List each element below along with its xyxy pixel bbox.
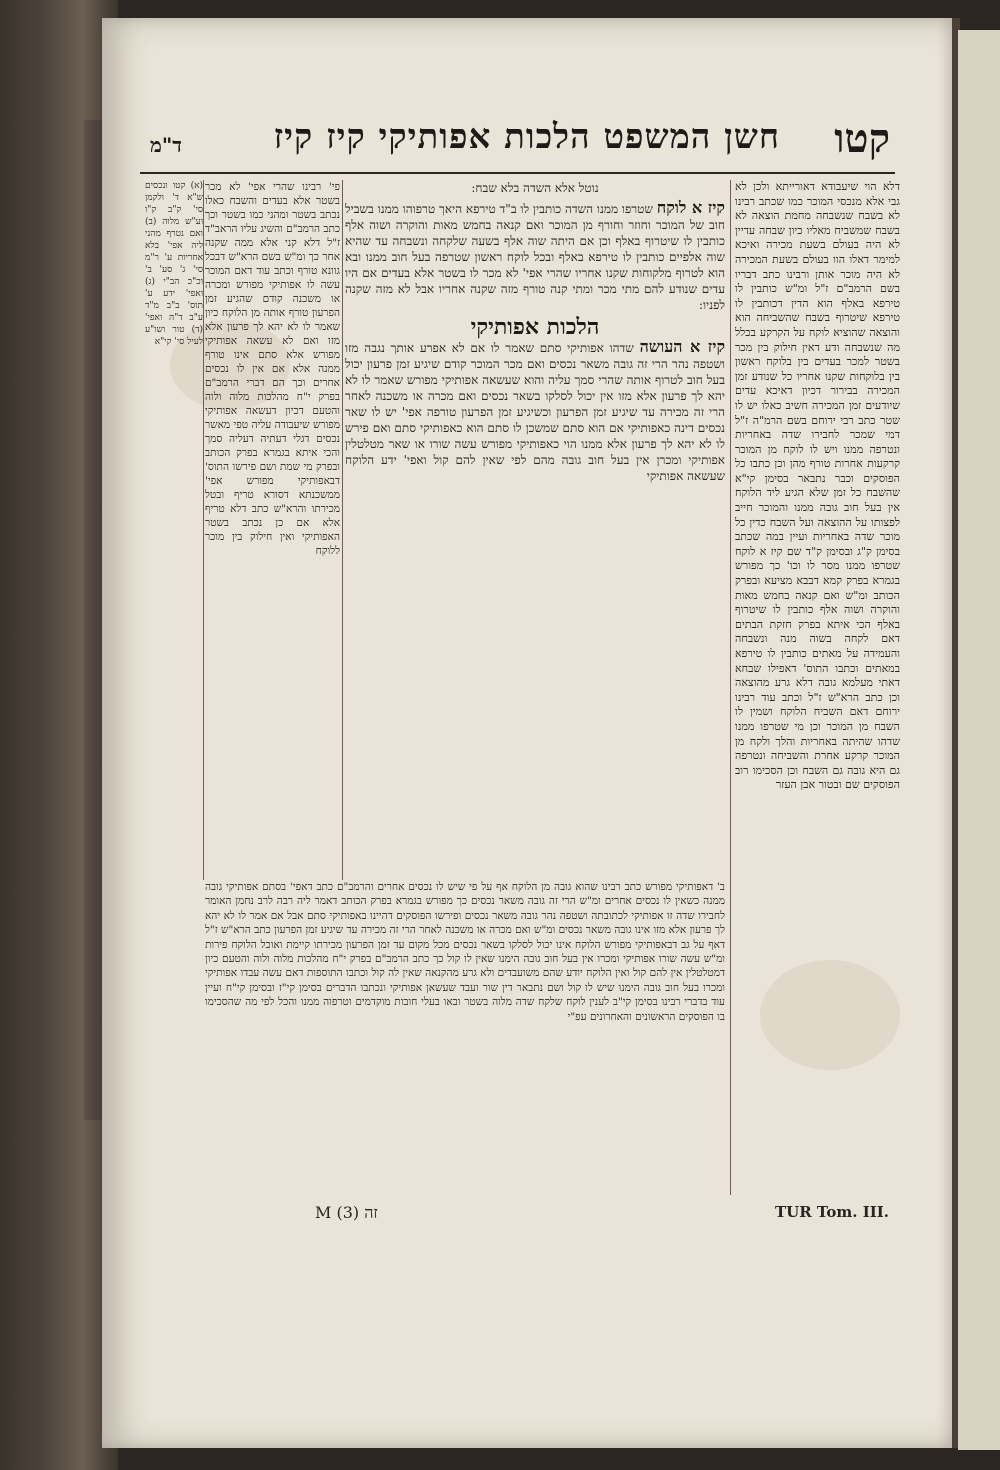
book-label: TUR Tom. III. <box>775 1203 889 1221</box>
column-divider <box>342 180 343 880</box>
siman-lead: קיז א העושה <box>639 337 725 356</box>
margin-notes: (א) קטו ונכסים ש"א ד' ולקמן סי' ק"ב ק"ו וע"ש מלוה (ב) ואם נטרף מהני ליה אפי' בלא אחריות ע' ר"מ סי' ג' סע' ב' וכ"כ הב"י (ג) ואפי' ידע ע' תוס' ב"ב מ"ד ע"ב ד"ה ואפי' (ד) טור ושו"ע לעיל סי' קי"א <box>145 181 203 347</box>
running-title: חשן המשפט הלכות אפותיקי קיז קיז <box>273 117 780 157</box>
paragraph-text: שדהו אפותיקי סתם שאמר לו אם לא אפרע אותך נגבה מזו ושטפה נהר הרי זה גובה משאר נכסים ואם מכר המוכר קודם שיגיע זמן פרעון יכול בעל חוב לטרוף אותה שהרי סמך עליה והוא שעשאה אפותיקי מפורש שאמר לו לא יהא לך פרעון אלא מזו אין יכול לסלקו בשאר נכסים ואם מכרה או משכנה לאחר הרי זה מכירה עד שיגיע זמן הפרעון וכשיגיע זמן הפרעון טורפה אפי' יש לו שאר נכסים דינה כאפותיקי אם הוא סתם שמשכן לו סתם הוא כאפותיקי סתם ואם פירש לו לא יהא לך פרעון אלא ממנו הוי כאפותיקי מפורש עשה שורו או שאר מטלטלין אפותיקי ומכרן אין בעל חוב גובה מהם לפי שאין להם קול ואפי' ידע הלוקח שעשאה אפותיקי <box>345 341 725 483</box>
opening-line: נוטל אלא השדה בלא שבח: <box>471 181 599 195</box>
commentary-right-column: דלא הוי שיעבודא דאורייתא ולכן לא גבי אלא מנכסי המוכר כמו שכתב רבינו לא בשבח שנשבחה מחמת הוצאה לא בשבח שמשביח מאליו כיון שבחה עדיין לא היה בעולם בשעת מכירה ואיכא למימר דאלו הוו בעולם בשעת המכירה לא היה מוכר אותן ורבינו כתב דבריו בשם הרמב"ם ז"ל ומ"ש כותבין לו טירפא באלף הוא הדין דכותבין לו טירפא שיטרוף בשבח שהשביחה הוא והוצאה שהוציא לוקח על הקרקע בכלל מה שנשבחה ודע דאין חילוק בין מכר בשטר למכר בעדים בין בלוקח ראשון בין בלוקחות שקנו אחריו כל שנודע זמן המכירה בבירור דכיון דאיכא עדים שיודעים זמן המכירה חשיב כאלו יש לו שטר כתב רבי ירוחם בשם הרמ"ה ז"ל דמי שמכר לחבירו שדה באחריות ונטרפה ממנו ויש לו לוקח מן המוכר קרקעות אחרות טורף מהן וכן כתבו כל הפוסקים וכבר נתבאר בסימן קי"א שהשבח כל זמן שלא הגיע ליד הלוקח אין בעל חוב גובה ממנו והמוכר חייב לפצותו על ההוצאה ועל השבח כדין כל מוכר שדה באחריות ועיין במה שכתב בסימן ק"ג ובסימן ק"ד שם קיז א לוקח שטרפו ממנו מסר לו וכו' כך מפורש בגמרא בפרק קמא דבבא מציעא ובפרק הכותב ומ"ש ואם קנאה בחמש מאות והוקרה ושוה אלף כותבין לו שיטרוף באלף הכי איתא בפרק חזקת הבתים דאם לקחה בשוה מנה ונשבחה והעמידה על מאתים כותבין לו טירפא במאתים וכתבו התוס' דאפילו שבחא דאתי מעלמא גובה דלא גרע מהוצאה וכן כתב הרא"ש ז"ל וכתב עוד רבינו ירוחם דאם השביח הלוקח ושמין לו השבח מן המוכר וכן מי שטרפו ממנו שדהו שהיתה באחריות והלך ולקח מן המוכר קרקע אחרת והשביחה ונטרפה גם היא גובה גם השבח וכן הסכימו רוב הפוסקים שם ובטור אבן העזר <box>735 180 900 792</box>
header-signature: ד"מ <box>150 133 182 157</box>
column-divider <box>730 180 731 1195</box>
siman-paragraph-2 <box>345 339 725 484</box>
facing-page-edge <box>958 30 1000 1450</box>
bottom-commentary: ב' דאפותיקי מפורש כתב רבינו שהוא גובה מן הלוקח אף על פי שיש לו נכסים אחרים והרמב"ם כתב דאפי' בסתם אפותיקי גובה ממנה כשאין לו נכסים אחרים ומ"ש הרי זה גובה משאר נכסים כך מפורש בגמרא בפרק הכותב דאמר ליה רבה לרב נחמן האומר לחבירו שדה זו אפותיקי לכתובתה ושטפה נהר גובה משאר נכסים ופירשו הפוסקים דהיינו באפותיקי סתם אבל אם אמר לו לא יהא לך פרעון אלא מזו אינו גובה משאר נכסים ומ"ש ואם מכרה או משכנה לאחר הרי זה מכירה עד שיגיע זמן הפרעון כתב הרא"ש ז"ל דאף על גב דבאפותיקי מפורש הלוקח אינו יכול לסלקו בשאר נכסים מכל מקום עד זמן הפרעון מכירתו קיימת ואוכל הלוקח פירות ומ"ש עשה שורו אפותיקי ומכרו אין בעל חוב גובה הימנו שאין לו קול כך כתב הרמב"ם בפרק י"ח מהלכות מלוה ולוה והטעם כיון דמטלטלין אין להם קול ואין הלוקח יודע שהם משועבדים ולא גרע מהקנאה שאין לה קול וכתבו התוספות דאם עשה עבדו אפותיקי ומכרו בעל חוב גובה הימנו שיש לו קול ושם נתבאר דין שור ועבד שעשאן אפותיקי ונכתבו הדברים בסימן קי"ז ובסימן קי"ח ועיין עוד בדברי רבינו בסימן קי"ב לענין לוקח שלקח שדה מלוה בשטר ובאו בעלי חובות מוקדמים וטרפוה ממנו והכל לפי מה שהסכימו בו הפוסקים הראשונים והאחרונים עפ"י <box>205 881 725 1023</box>
siman-paragraph-1 <box>345 200 725 313</box>
commentary-left-column: פי' רבינו שהרי אפי' לא מכר בשטר אלא בעדים והשבח כאלו נכתב בשטר ומהני כמו בשטר וכך כתב הרמב"ם והשיג עליו הראב"ד ז"ל דלא קני אלא ממה שקנה אחר כך ומ"ש בשם הרא"ש דבכל גוונא טורף וכתב עוד דאם המוכר עשה לו אפותיקי מפורש ומכרה או משכנה קודם שהגיע זמן הפרעון טורף אותה מן הלוקח כיון שאמר לו לא יהא לך פרעון אלא מזו ואם לא עשאה אפותיקי מפורש אלא סתם אינו טורף ממנה אלא אם אין לו נכסים אחרים וכך הם דברי הרמב"ם בפרק י"ח מהלכות מלוה ולוה והטעם דכיון דעשאה אפותיקי מפורש שיעבודה עליה טפי מאשר נכסים דגלי דעתיה דעליה סמך והכי איתא בגמרא בפרק הכותב ובפרק מי שמת ושם פירשו התוס' דבאפותיקי מפורש אפי' ממשכנתא דסורא טריף ובטל מכירתו והרא"ש כתב דלא טריף אלא אם כן נכתב בשטר האפותיקי ואין חילוק בין מוכר ללוקח <box>205 181 340 557</box>
signature-mark: M (3) זה <box>315 1203 378 1222</box>
main-text-column <box>345 180 725 880</box>
paragraph-text: שטרפו ממנו השדה כותבין לו ב"ד טירפא היאך טרפוהו ממנו בשביל חוב של המוכר וחוזר וחורף מן המוכר ואם קנאה בחמש מאות והוקרה ושוה אלף כותבין לו שיטרוף באלף וכן אם היתה שוה אלף בשעה שלקחה ונשבחה עד שהיא שוה אלפיים כותבין לו טירפא באלף ובכל לוקח ראשון שטרפה בעל חוב ממנו ובא הוא לטרוף מלקוחות שקנו אחריו שהרי אפי' לא מכר לו בשטר אלא בעדים אם היו עדים שנודע להם מתי מכר ומתי קנה טורף מזה שקנה אחריו אבל לא מזה שקנה לפניו: <box>345 202 725 312</box>
siman-lead: קיז א לוקח <box>656 198 725 217</box>
page-header <box>150 115 890 175</box>
folio-number: קטו <box>834 115 890 162</box>
column-divider <box>203 180 204 880</box>
section-title: הלכות אפותיקי <box>470 314 600 340</box>
header-rule <box>140 172 895 174</box>
